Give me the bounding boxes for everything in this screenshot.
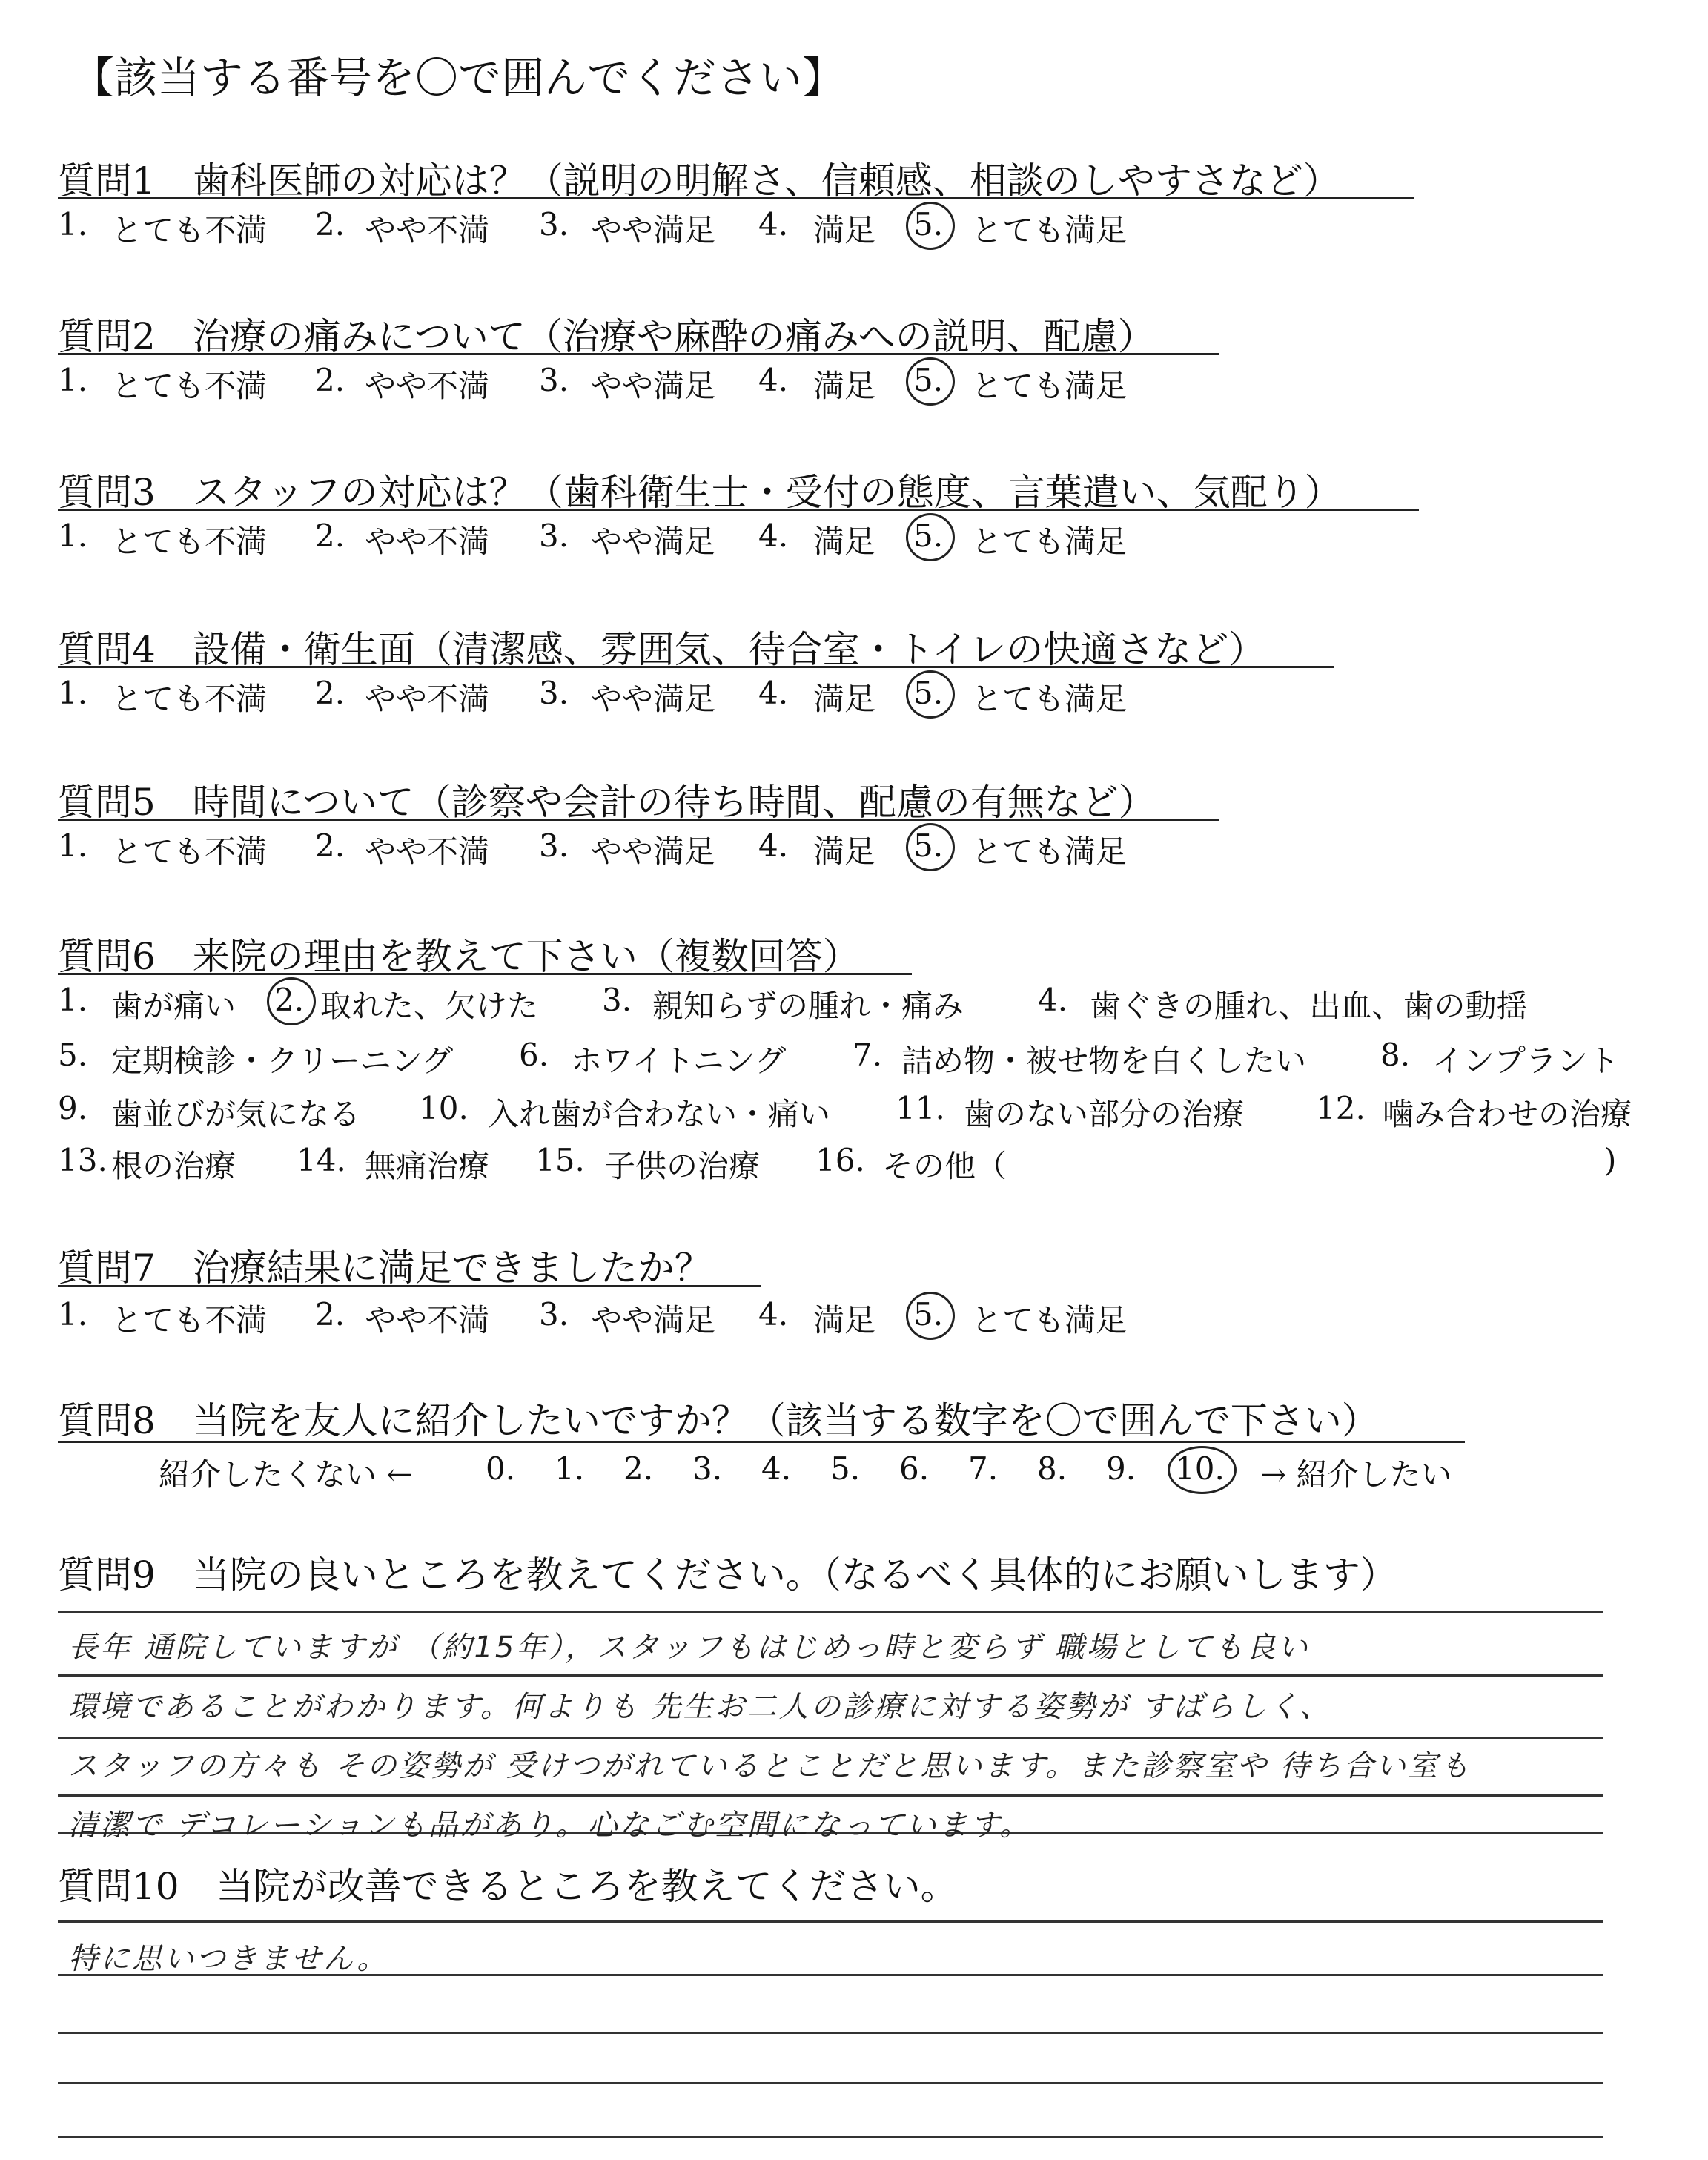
- q7-option-7: 満足: [813, 1302, 876, 1338]
- q6-row3-item-2[interactable]: 14.: [297, 1142, 346, 1178]
- q3-selected-circle: [906, 513, 955, 561]
- q6-row1-item-6[interactable]: 8.: [1380, 1037, 1411, 1073]
- q6-row0-item-4[interactable]: 3.: [602, 982, 632, 1018]
- q2-option-8[interactable]: 5.: [913, 362, 944, 398]
- q8-scale-4[interactable]: 4.: [761, 1450, 792, 1487]
- q1-option-5: やや満足: [591, 212, 716, 248]
- q4-option-1: とても不満: [111, 681, 268, 717]
- q2-underline: [58, 353, 1219, 355]
- q8-scale-0[interactable]: 0.: [486, 1450, 516, 1487]
- q8-selected-circle: [1168, 1446, 1237, 1494]
- q1-underline: [58, 197, 1414, 199]
- q6-row1-item-1: 定期検診・クリーニング: [111, 1043, 454, 1079]
- q1-option-7: 満足: [813, 212, 876, 248]
- q6-row2-item-2[interactable]: 10.: [419, 1090, 469, 1126]
- q6-row3-item-3: 無痛治療: [365, 1148, 490, 1184]
- q8-underline: [58, 1441, 1465, 1443]
- q1-option-3: やや不満: [365, 212, 490, 248]
- q6-row2-item-0[interactable]: 9.: [58, 1090, 88, 1126]
- q6-row1-item-2[interactable]: 6.: [519, 1037, 549, 1073]
- q5-option-5: やや満足: [591, 833, 716, 870]
- q4-option-7: 満足: [813, 681, 876, 717]
- q9-ruled-line: [58, 1611, 1603, 1613]
- q9-ruled-line: [58, 1674, 1603, 1677]
- q6-row3-item-1: 根の治療: [111, 1148, 236, 1184]
- q4-option-9: とても満足: [971, 681, 1128, 717]
- q3-option-4[interactable]: 3.: [539, 518, 569, 554]
- q7-option-3: やや不満: [365, 1302, 490, 1338]
- q2-option-4[interactable]: 3.: [539, 362, 569, 398]
- q7-option-9: とても満足: [971, 1302, 1128, 1338]
- q3-title: 質問3 スタッフの対応は？（歯科衛生士・受付の態度、言葉遣い、気配り）: [58, 471, 1342, 514]
- q8-scale-5[interactable]: 5.: [830, 1450, 861, 1487]
- q1-selected-circle: [906, 202, 955, 250]
- q3-underline: [58, 509, 1419, 511]
- q8-title: 質問8 当院を友人に紹介したいですか？（該当する数字を〇で囲んで下さい）: [58, 1399, 1379, 1442]
- q6-row2-item-7: 噛み合わせの治療: [1383, 1096, 1632, 1132]
- q5-option-4[interactable]: 3.: [539, 828, 569, 864]
- q5-option-7: 満足: [813, 833, 876, 870]
- q2-option-3: やや不満: [365, 368, 490, 404]
- q7-underline: [58, 1285, 761, 1287]
- q6-row0-item-1: 歯が痛い: [111, 988, 236, 1024]
- q7-option-8[interactable]: 5.: [913, 1296, 944, 1332]
- q6-row2-item-1: 歯並びが気になる: [111, 1096, 361, 1132]
- q2-option-1: とても不満: [111, 368, 268, 404]
- q8-scale-1[interactable]: 1.: [555, 1450, 585, 1487]
- q6-row3-item-5: 子供の治療: [604, 1148, 761, 1184]
- q8-scale-9[interactable]: 9.: [1106, 1450, 1136, 1487]
- q3-option-5: やや満足: [591, 524, 716, 560]
- q7-option-2[interactable]: 2.: [315, 1296, 345, 1332]
- q8-scale-3[interactable]: 3.: [692, 1450, 723, 1487]
- q9-answer-line: スタッフの方々も その姿勢が 受けつがれているとことだと思います。また診察室や 待ち合い室も: [68, 1749, 1472, 1783]
- q2-selected-circle: [906, 357, 955, 406]
- q1-option-8[interactable]: 5.: [913, 206, 944, 242]
- q1-option-9: とても満足: [971, 212, 1128, 248]
- q6-row0-item-5: 親知らずの腫れ・痛み: [652, 988, 964, 1024]
- q8-left-label: 紹介したくない ←: [159, 1456, 413, 1493]
- q1-option-2[interactable]: 2.: [315, 206, 345, 242]
- q4-option-0[interactable]: 1.: [58, 675, 88, 711]
- q10-ruled-line: [58, 2032, 1603, 2034]
- q6-row1-item-7: インプラント: [1432, 1043, 1620, 1079]
- q4-option-5: やや満足: [591, 681, 716, 717]
- q6-row1-item-3: ホワイトニング: [571, 1043, 787, 1079]
- q10-title: 質問10 当院が改善できるところを教えてください。: [58, 1865, 958, 1908]
- q5-selected-circle: [906, 823, 955, 871]
- q5-title: 質問5 時間について（診察や会計の待ち時間、配慮の有無など）: [58, 781, 1156, 824]
- q2-option-5: やや満足: [591, 368, 716, 404]
- q5-option-3: やや不満: [365, 833, 490, 870]
- q5-option-8[interactable]: 5.: [913, 828, 944, 864]
- q6-row3-item-7: その他（: [882, 1148, 1007, 1184]
- q3-option-1: とても不満: [111, 524, 268, 560]
- q4-option-8[interactable]: 5.: [913, 675, 944, 711]
- q8-scale-10[interactable]: 10.: [1175, 1450, 1225, 1487]
- q1-option-4[interactable]: 3.: [539, 206, 569, 242]
- q7-option-1: とても不満: [111, 1302, 268, 1338]
- q6-row3-item-4[interactable]: 15.: [535, 1142, 585, 1178]
- q9-ruled-line: [58, 1794, 1603, 1797]
- q6-row2-item-4[interactable]: 11.: [896, 1090, 945, 1126]
- q6-row2-item-6[interactable]: 12.: [1316, 1090, 1366, 1126]
- q4-title: 質問4 設備・衛生面（清潔感、雰囲気、待合室・トイレの快適さなど）: [58, 628, 1266, 671]
- q6-underline: [58, 973, 912, 975]
- q4-option-2[interactable]: 2.: [315, 675, 345, 711]
- q6-row3-item-8: ): [1604, 1142, 1617, 1178]
- q1-option-1: とても不満: [111, 212, 268, 248]
- q5-option-1: とても不満: [111, 833, 268, 870]
- q3-option-9: とても満足: [971, 524, 1128, 560]
- q10-ruled-line: [58, 2136, 1603, 2138]
- q1-option-6[interactable]: 4.: [758, 206, 789, 242]
- q6-row0-item-6[interactable]: 4.: [1038, 982, 1068, 1018]
- q4-option-3: やや不満: [365, 681, 490, 717]
- q4-selected-circle: [906, 670, 955, 719]
- q6-row0-item-0[interactable]: 1.: [58, 982, 88, 1018]
- q4-option-4[interactable]: 3.: [539, 675, 569, 711]
- q5-option-2[interactable]: 2.: [315, 828, 345, 864]
- q6-row1-item-5: 詰め物・被せ物を白くしたい: [901, 1043, 1307, 1079]
- q4-underline: [58, 666, 1334, 668]
- q3-option-3: やや不満: [365, 524, 490, 560]
- q8-right-label: → 紹介したい: [1260, 1456, 1452, 1493]
- q2-option-9: とても満足: [971, 368, 1128, 404]
- q3-option-0[interactable]: 1.: [58, 518, 88, 554]
- q8-scale-8[interactable]: 8.: [1037, 1450, 1068, 1487]
- q5-option-0[interactable]: 1.: [58, 828, 88, 864]
- q3-option-7: 満足: [813, 524, 876, 560]
- q5-option-9: とても満足: [971, 833, 1128, 870]
- q6-row0-item-7: 歯ぐきの腫れ、出血、歯の動揺: [1090, 988, 1528, 1024]
- q8-scale-2[interactable]: 2.: [623, 1450, 654, 1487]
- q4-option-6[interactable]: 4.: [758, 675, 789, 711]
- q7-option-5: やや満足: [591, 1302, 716, 1338]
- q7-title: 質問7 治療結果に満足できましたか？: [58, 1246, 712, 1289]
- q2-title: 質問2 治療の痛みについて（治療や麻酔の痛みへの説明、配慮）: [58, 315, 1155, 358]
- q9-answer-line: 清潔で デコレーションも品があり。心なごむ空間になっています。: [68, 1809, 1032, 1843]
- q2-option-6[interactable]: 4.: [758, 362, 789, 398]
- q6-title: 質問6 来院の理由を教えて下さい（複数回答）: [58, 935, 860, 978]
- q1-title: 質問1 歯科医師の対応は？（説明の明解さ、信頼感、相談のしやすさなど）: [58, 159, 1340, 202]
- page-title: 【該当する番号を〇で囲んでください】: [71, 53, 846, 103]
- q3-option-2[interactable]: 2.: [315, 518, 345, 554]
- q3-option-6[interactable]: 4.: [758, 518, 789, 554]
- q5-option-6[interactable]: 4.: [758, 828, 789, 864]
- q3-option-8[interactable]: 5.: [913, 518, 944, 554]
- q6-row1-item-0[interactable]: 5.: [58, 1037, 88, 1073]
- q7-option-0[interactable]: 1.: [58, 1296, 88, 1332]
- q8-scale-7[interactable]: 7.: [968, 1450, 999, 1487]
- q6-row2-item-3: 入れ歯が合わない・痛い: [488, 1096, 831, 1132]
- q7-option-4[interactable]: 3.: [539, 1296, 569, 1332]
- q10-answer-line: 特に思いつきません。: [68, 1942, 389, 1976]
- q7-selected-circle: [906, 1292, 955, 1340]
- q1-option-0[interactable]: 1.: [58, 206, 88, 242]
- q8-scale-6[interactable]: 6.: [899, 1450, 930, 1487]
- q6-row3-item-0[interactable]: 13.: [58, 1142, 107, 1178]
- q6-row3-item-6[interactable]: 16.: [815, 1142, 865, 1178]
- q6-row1-item-4[interactable]: 7.: [853, 1037, 883, 1073]
- q5-underline: [58, 819, 1219, 821]
- q9-title: 質問9 当院の良いところを教えてください。（なるべく具体的にお願いします）: [58, 1553, 1397, 1596]
- q7-option-6[interactable]: 4.: [758, 1296, 789, 1332]
- q10-ruled-line: [58, 1920, 1603, 1923]
- q9-ruled-line: [58, 1737, 1603, 1739]
- q2-option-7: 満足: [813, 368, 876, 404]
- q6-row0-item-2[interactable]: 2.: [274, 982, 305, 1018]
- q10-ruled-line: [58, 2082, 1603, 2084]
- q6-row2-item-5: 歯のない部分の治療: [964, 1096, 1245, 1132]
- q9-answer-line: 長年 通院していますが （約15年），スタッフもはじめっ時と変らず 職場としても良い: [68, 1631, 1310, 1665]
- q6-selected-circle: [267, 977, 316, 1025]
- q2-option-0[interactable]: 1.: [58, 362, 88, 398]
- q2-option-2[interactable]: 2.: [315, 362, 345, 398]
- q9-answer-line: 環境であることがわかります。何よりも 先生お二人の診療に対する姿勢が すばらしく、: [68, 1690, 1332, 1724]
- q6-row0-item-3: 取れた、欠けた: [320, 988, 539, 1024]
